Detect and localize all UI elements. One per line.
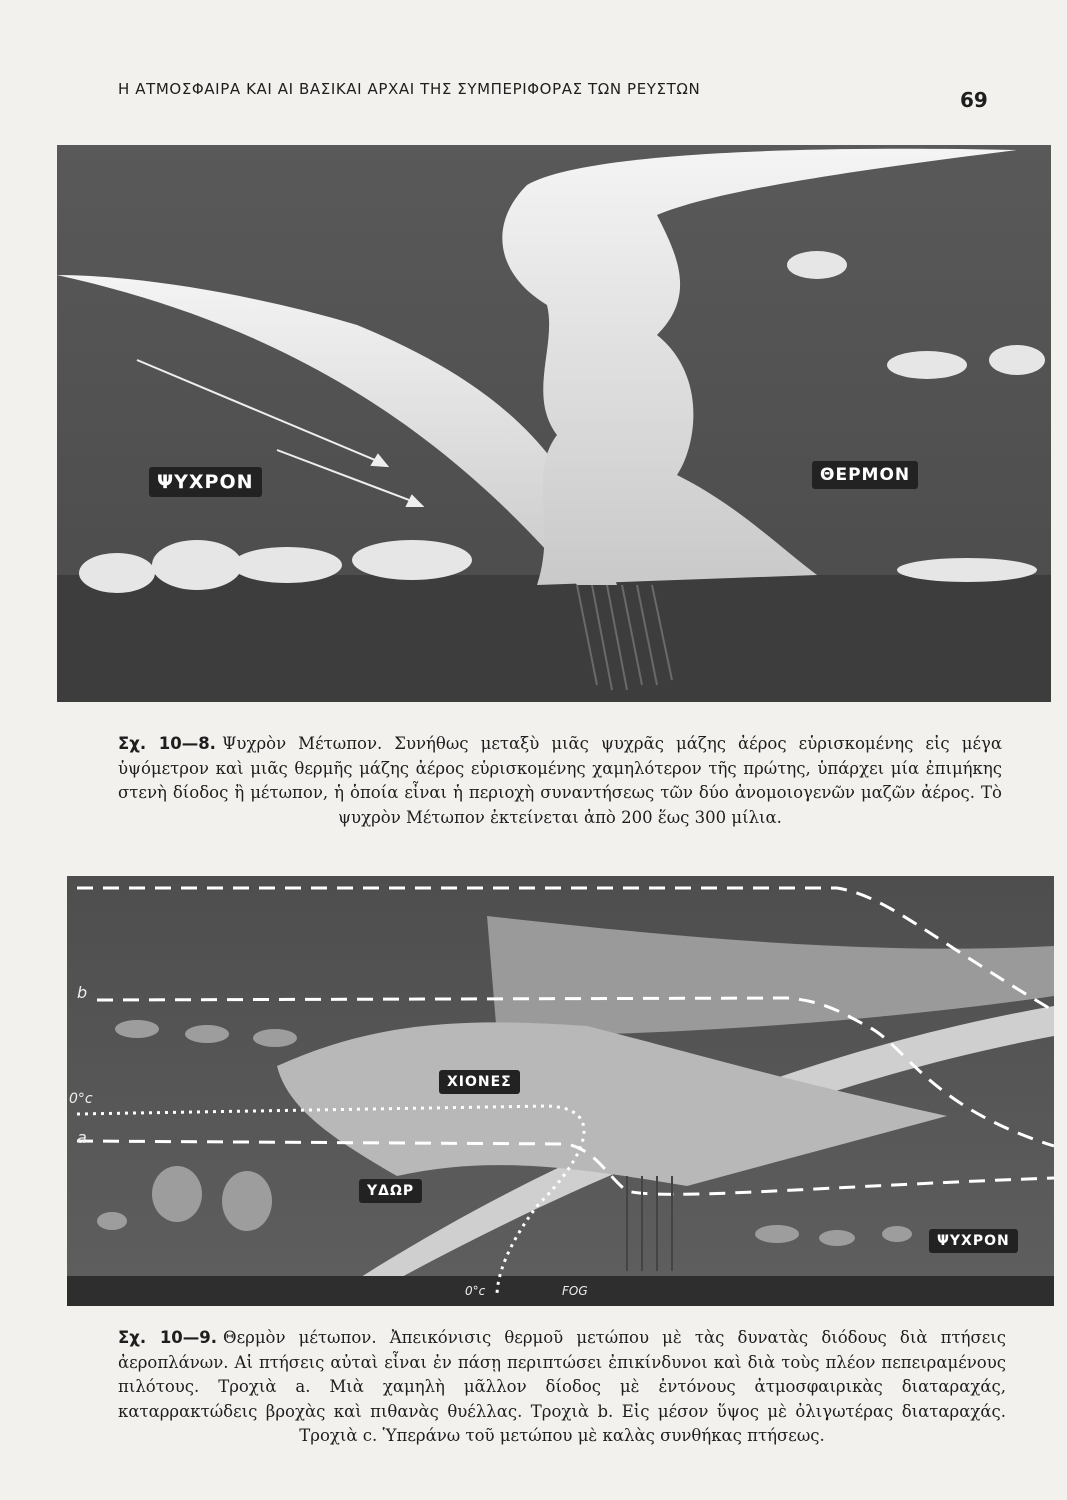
caption-number: Σχ. 10—9. bbox=[118, 1328, 218, 1347]
fog-label: FOG bbox=[562, 1284, 588, 1298]
label-cold-air: ΨΥΧΡΟΝ bbox=[149, 467, 262, 497]
label-warm-air: ΘΕΡΜΟΝ bbox=[812, 461, 918, 489]
caption-number: Σχ. 10—8. bbox=[118, 734, 216, 753]
caption-figure-10-8 bbox=[118, 732, 1002, 830]
ground bbox=[67, 1276, 1054, 1306]
warm-front-illustration bbox=[67, 876, 1054, 1306]
figure-cold-front bbox=[57, 145, 1051, 702]
label-water: ΥΔΩΡ bbox=[359, 1179, 422, 1203]
figure-warm-front bbox=[67, 876, 1054, 1306]
running-head: Η ΑΤΜΟΣΦΑΙΡΑ ΚΑΙ ΑΙ ΒΑΣΙΚΑΙ ΑΡΧΑΙ ΤΗΣ ΣΥΜΠΕΡΙΦΟΡΑΣ ΤΩΝ ΡΕΥΣΤΩΝ bbox=[118, 80, 701, 98]
page-number: 69 bbox=[960, 88, 988, 112]
ground bbox=[57, 575, 1051, 702]
route-a-label: a bbox=[77, 1128, 87, 1147]
freezing-level-label: 0°c bbox=[69, 1091, 93, 1107]
caption-figure-10-9 bbox=[118, 1326, 1006, 1449]
cold-front-illustration bbox=[57, 145, 1051, 702]
route-b-label: b bbox=[77, 983, 88, 1002]
caption-text: Θερμὸν μέτωπον. Ἀπεικόνισις θερμοῦ μετώπου μὲ τὰς δυνατὰς διόδους διὰ πτήσεις ἀεροπλάνων. Αἱ πτήσεις αὐταὶ εἶναι ἐν πάσῃ περιπτώσει ἐπικίνδυνοι καὶ διὰ τοὺς πλέον πεπειραμένους πιλότους. Τροχιὰ a. Μιὰ χαμηλὴ μᾶλλον δίοδος μὲ ἐντόνους ἀτμοσφαιρικὰς διαταραχάς, καταρρακτώδεις βροχὰς καὶ πιθανὰς θυέλλας. Τροχιὰ b. Εἰς μέσον ὕψος μὲ ὀλιγωτέρας διαταραχάς. Τροχιὰ c. Ὑπεράνω τοῦ μετώπου μὲ καλὰς συνθήκας πτήσεως. bbox=[118, 1328, 1006, 1445]
bottom-freezing-label: 0°c bbox=[465, 1284, 486, 1298]
label-snow: ΧΙΟΝΕΣ bbox=[439, 1070, 520, 1094]
label-cold-air: ΨΥΧΡΟΝ bbox=[929, 1229, 1018, 1253]
caption-text: Ψυχρὸν Μέτωπον. Συνήθως μεταξὺ μιᾶς ψυχρᾶς μάζης ἀέρος εὑρισκομένης εἰς μέγα ὑψόμετρον καὶ μιᾶς θερμῆς μάζης ἀέρος εὑρισκομένης χαμηλότερον τῆς πρώτης, ὑπάρχει μία ἐπιμήκης στενὴ δίοδος ἢ μέτωπον, ἡ ὁποία εἶναι ἡ περιοχὴ συναντήσεως τῶν δύο ἀνομοιογενῶν μαζῶν ἀέρος. Τὸ ψυχρὸν Μέτωπον ἐκτείνεται ἀπὸ 200 ἕως 300 μίλια. bbox=[118, 734, 1002, 827]
